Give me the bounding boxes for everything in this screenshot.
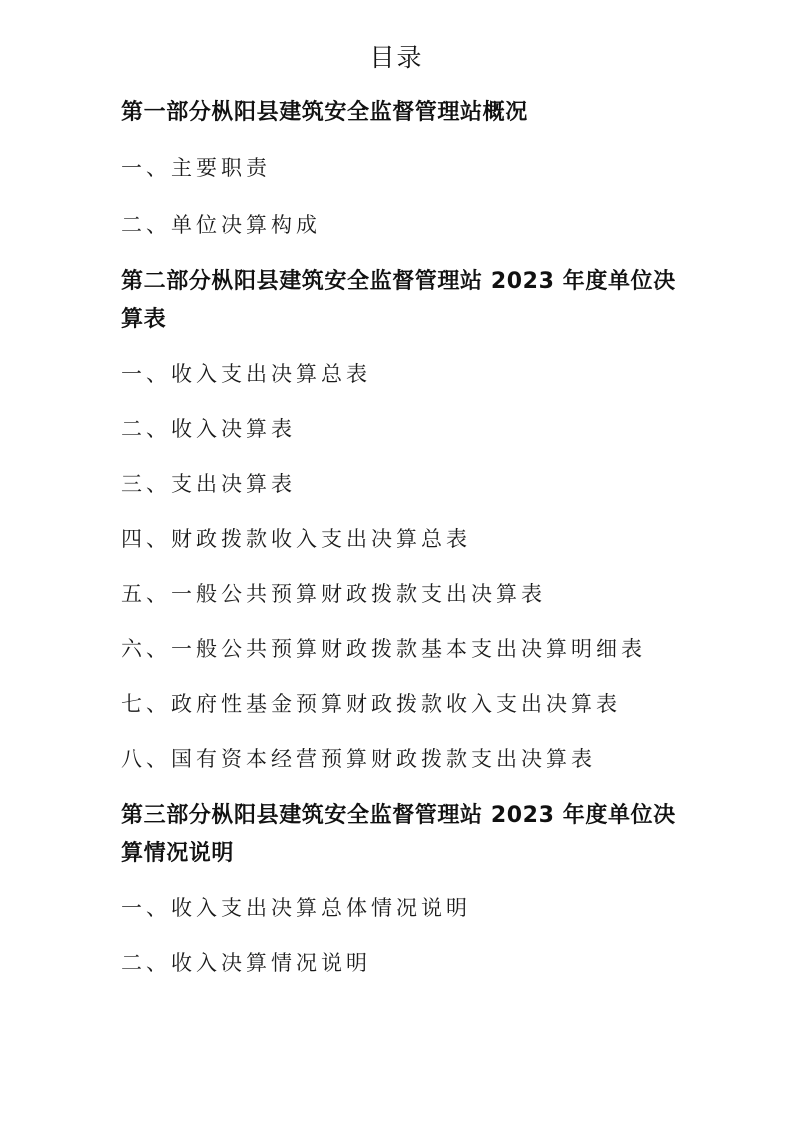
section-2-item-8[interactable]: 八、国有资本经营预算财政拨款支出决算表 [121, 747, 596, 771]
section-3-item-1[interactable]: 一、收入支出决算总体情况说明 [121, 896, 471, 920]
section-2-item-6[interactable]: 六、一般公共预算财政拨款基本支出决算明细表 [121, 637, 646, 661]
section-1-heading[interactable]: 第一部分枞阳县建筑安全监督管理站概况 [121, 100, 528, 125]
toc-title: 目录 [369, 43, 424, 72]
section-1-item-2[interactable]: 二、单位决算构成 [121, 213, 321, 237]
section-2-item-2[interactable]: 二、收入决算表 [121, 417, 296, 441]
section-3-item-2[interactable]: 二、收入决算情况说明 [121, 951, 371, 975]
section-2-item-1[interactable]: 一、收入支出决算总表 [121, 362, 371, 386]
section-1-item-1[interactable]: 一、主要职责 [121, 156, 271, 180]
section-2-item-5[interactable]: 五、一般公共预算财政拨款支出决算表 [121, 582, 546, 606]
section-2-heading[interactable]: 第二部分枞阳县建筑安全监督管理站 2023 年度单位决算表 [121, 269, 676, 332]
section-3-heading[interactable]: 第三部分枞阳县建筑安全监督管理站 2023 年度单位决算情况说明 [121, 803, 676, 866]
section-2-item-3[interactable]: 三、支出决算表 [121, 472, 296, 496]
section-2-item-7[interactable]: 七、政府性基金预算财政拨款收入支出决算表 [121, 692, 621, 716]
section-2-item-4[interactable]: 四、财政拨款收入支出决算总表 [121, 527, 471, 551]
